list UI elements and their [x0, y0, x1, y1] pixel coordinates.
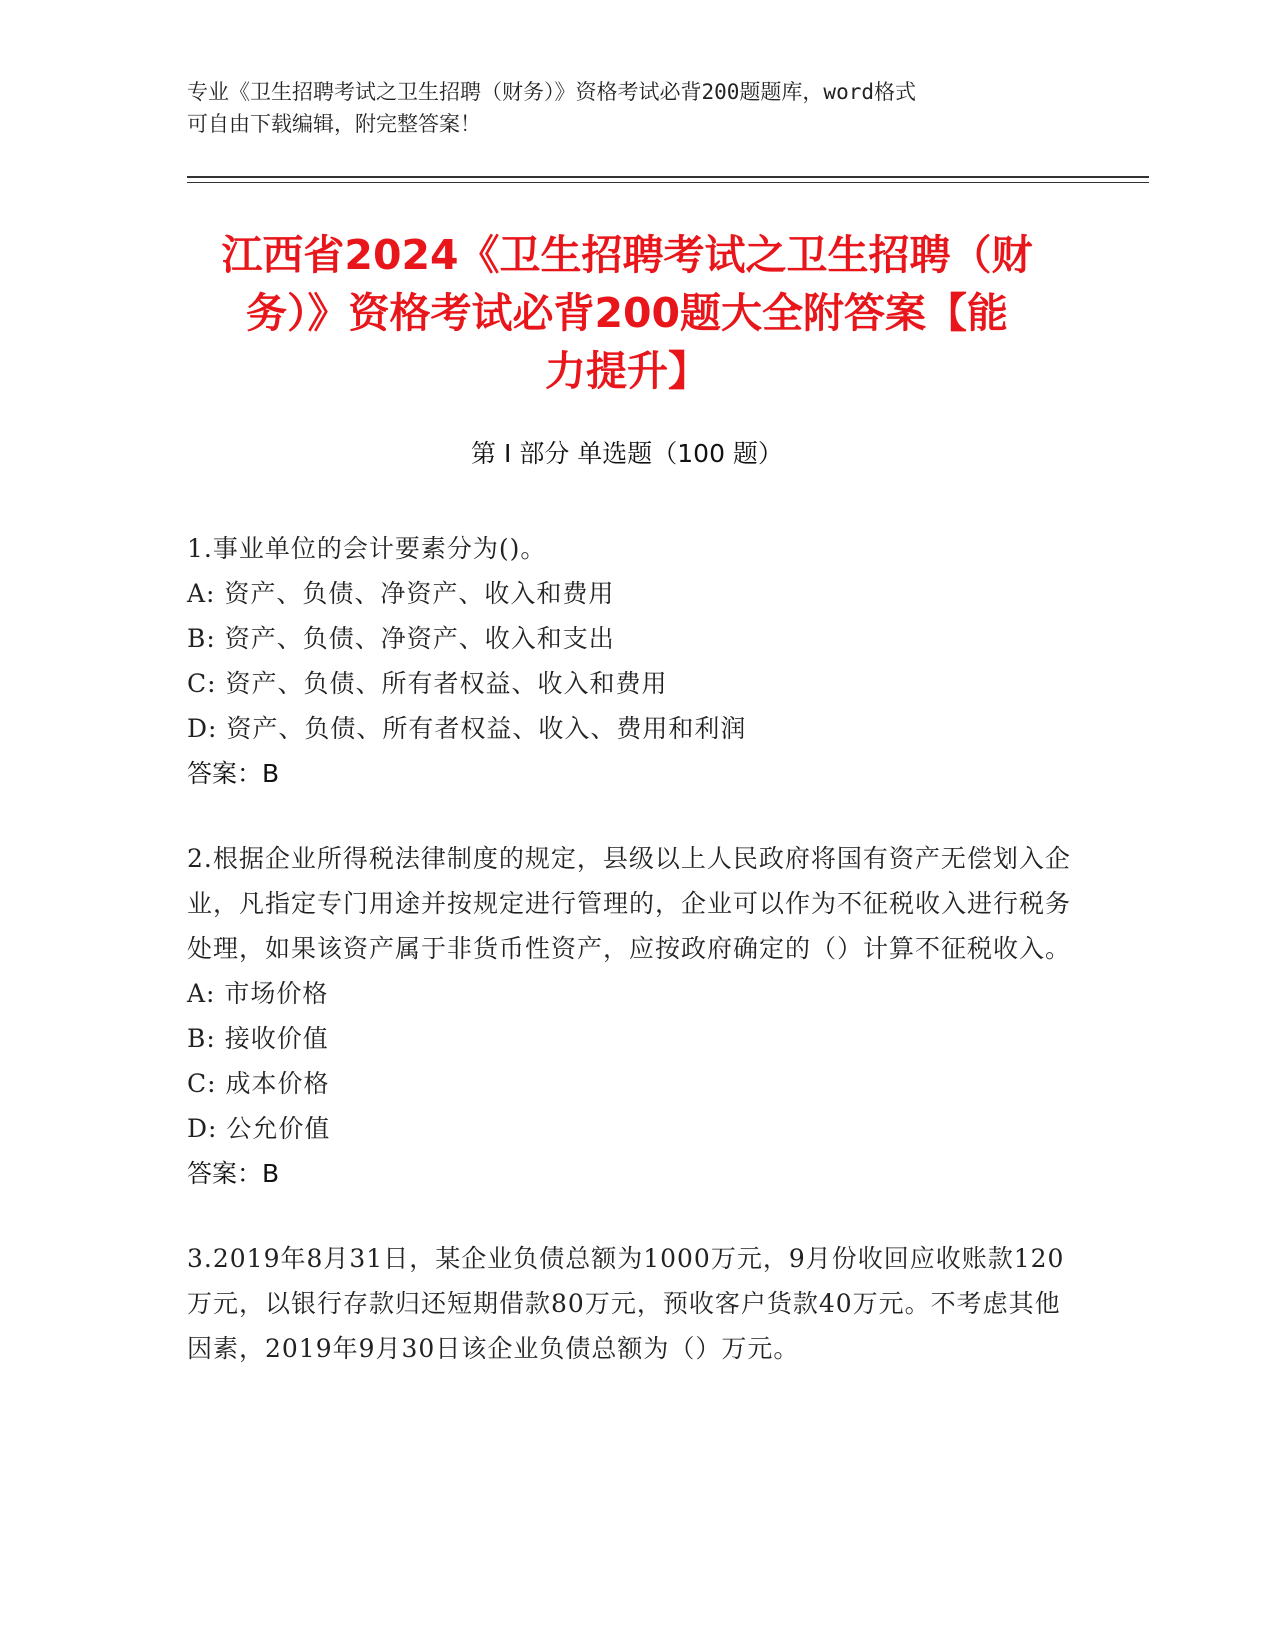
intro-line-1: 专业《卫生招聘考试之卫生招聘（财务）》资格考试必背200题题库，word格式	[187, 80, 916, 104]
question-list	[187, 526, 1077, 1411]
answer: 答案：B	[187, 759, 280, 788]
option-a: A: 资产、负债、净资产、收入和费用	[187, 579, 615, 608]
question-stem: 1.事业单位的会计要素分为()。	[187, 534, 547, 563]
header-divider-thick	[187, 176, 1149, 178]
intro-line-2: 可自由下载编辑，附完整答案！	[187, 112, 481, 136]
option-a: A: 市场价格	[187, 979, 329, 1008]
document-title	[187, 226, 1067, 400]
title-line-2: 务）》资格考试必背200题大全附答案【能	[245, 289, 1009, 337]
question-stem: 3.2019年8月31日，某企业负债总额为1000万元，9月份收回应收账款120万元，以银行存款归还短期借款80万元，预收客户货款40万元。不考虑其他因素，2019年9月30日该企业负债总额为（）万元。	[187, 1244, 1065, 1363]
title-line-1: 江西省2024《卫生招聘考试之卫生招聘（财	[221, 231, 1033, 279]
option-c: C: 成本价格	[187, 1069, 330, 1098]
option-b: B: 接收价值	[187, 1024, 329, 1053]
option-d: D: 资产、负债、所有者权益、收入、费用和利润	[187, 714, 747, 743]
option-b: B: 资产、负债、净资产、收入和支出	[187, 624, 615, 653]
option-c: C: 资产、负债、所有者权益、收入和费用	[187, 669, 668, 698]
question-2	[187, 836, 1077, 1196]
title-line-3: 力提升】	[545, 347, 709, 395]
question-1	[187, 526, 1077, 796]
intro-text	[187, 76, 1067, 140]
section-heading: 第 I 部分 单选题（100 题）	[471, 439, 783, 468]
question-stem: 2.根据企业所得税法律制度的规定，县级以上人民政府将国有资产无偿划入企业，凡指定专门用途并按规定进行管理的，企业可以作为不征税收入进行税务处理，如果该资产属于非货币性资产，应按政府确定的（）计算不征税收入。	[187, 844, 1072, 963]
answer: 答案：B	[187, 1159, 280, 1188]
question-3	[187, 1236, 1077, 1371]
header-divider-thin	[187, 182, 1149, 183]
option-d: D: 公允价值	[187, 1114, 331, 1143]
